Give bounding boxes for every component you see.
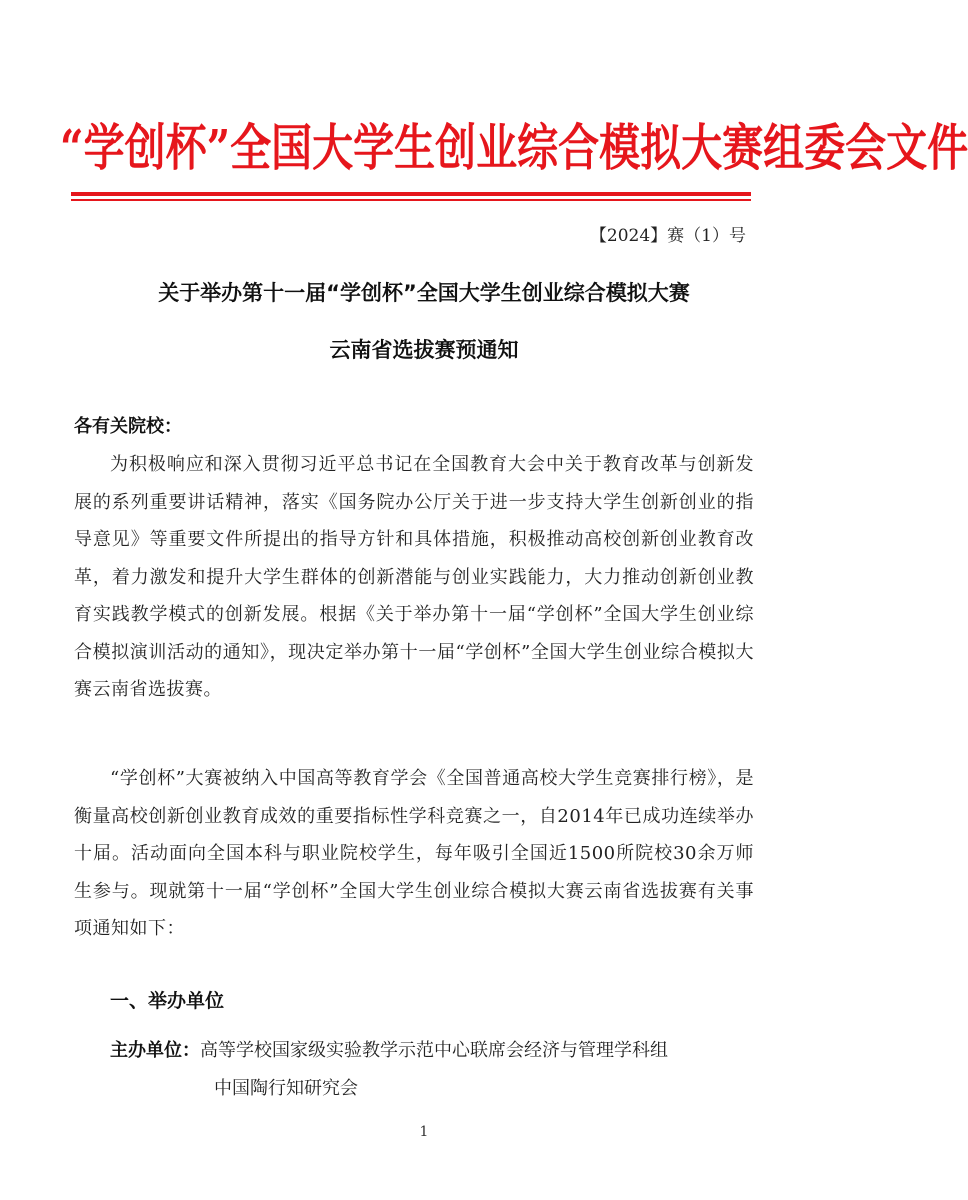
masthead-rule-thick xyxy=(71,192,751,196)
organizer-2: 中国陶行知研究会 xyxy=(214,1078,358,1099)
document-title-line2: 云南省选拔赛预通知 xyxy=(329,338,519,362)
organizer-label: 主办单位： xyxy=(110,1040,200,1061)
salutation: 各有关院校： xyxy=(74,416,182,437)
document-title-line1: 关于举办第十一届“学创杯”全国大学生创业综合模拟大赛 xyxy=(158,281,690,305)
document-number: 【2024】赛（1）号 xyxy=(589,226,746,246)
masthead-rule-thin xyxy=(71,199,751,201)
paragraph-2: “学创杯”大赛被纳入中国高等教育学会《全国普通高校大学生竞赛排行榜》，是衡量高校创新创业教育成效的重要指标性学科竞赛之一，自2014年已成功连续举办十届。活动面向全国本科与职业院校学生，每年吸引全国近1500所院校30余万师生参与。现就第十一届“学创杯”全国大学生创业综合模拟大赛云南省选拔赛有关事项通知如下： xyxy=(74,768,754,939)
page-number: 1 xyxy=(419,1124,429,1140)
masthead-title: “学创杯”全国大学生创业综合模拟大赛组委会文件 xyxy=(60,118,968,178)
organizer-1: 高等学校国家级实验教学示范中心联席会经济与管理学科组 xyxy=(200,1040,668,1061)
paragraph-1: 为积极响应和深入贯彻习近平总书记在全国教育大会中关于教育改革与创新发展的系列重要讲话精神，落实《国务院办公厅关于进一步支持大学生创新创业的指导意见》等重要文件所提出的指导方针和具体措施，积极推动高校创新创业教育改革，着力激发和提升大学生群体的创新潜能与创业实践能力，大力推动创新创业教育实践教学模式的创新发展。根据《关于举办第十一届“学创杯”全国大学生创业综合模拟演训活动的通知》，现决定举办第十一届“学创杯”全国大学生创业综合模拟大赛云南省选拔赛。 xyxy=(74,454,754,700)
organizer-line xyxy=(110,1034,668,1068)
section-heading-organizers: 一、举办单位 xyxy=(110,990,225,1012)
